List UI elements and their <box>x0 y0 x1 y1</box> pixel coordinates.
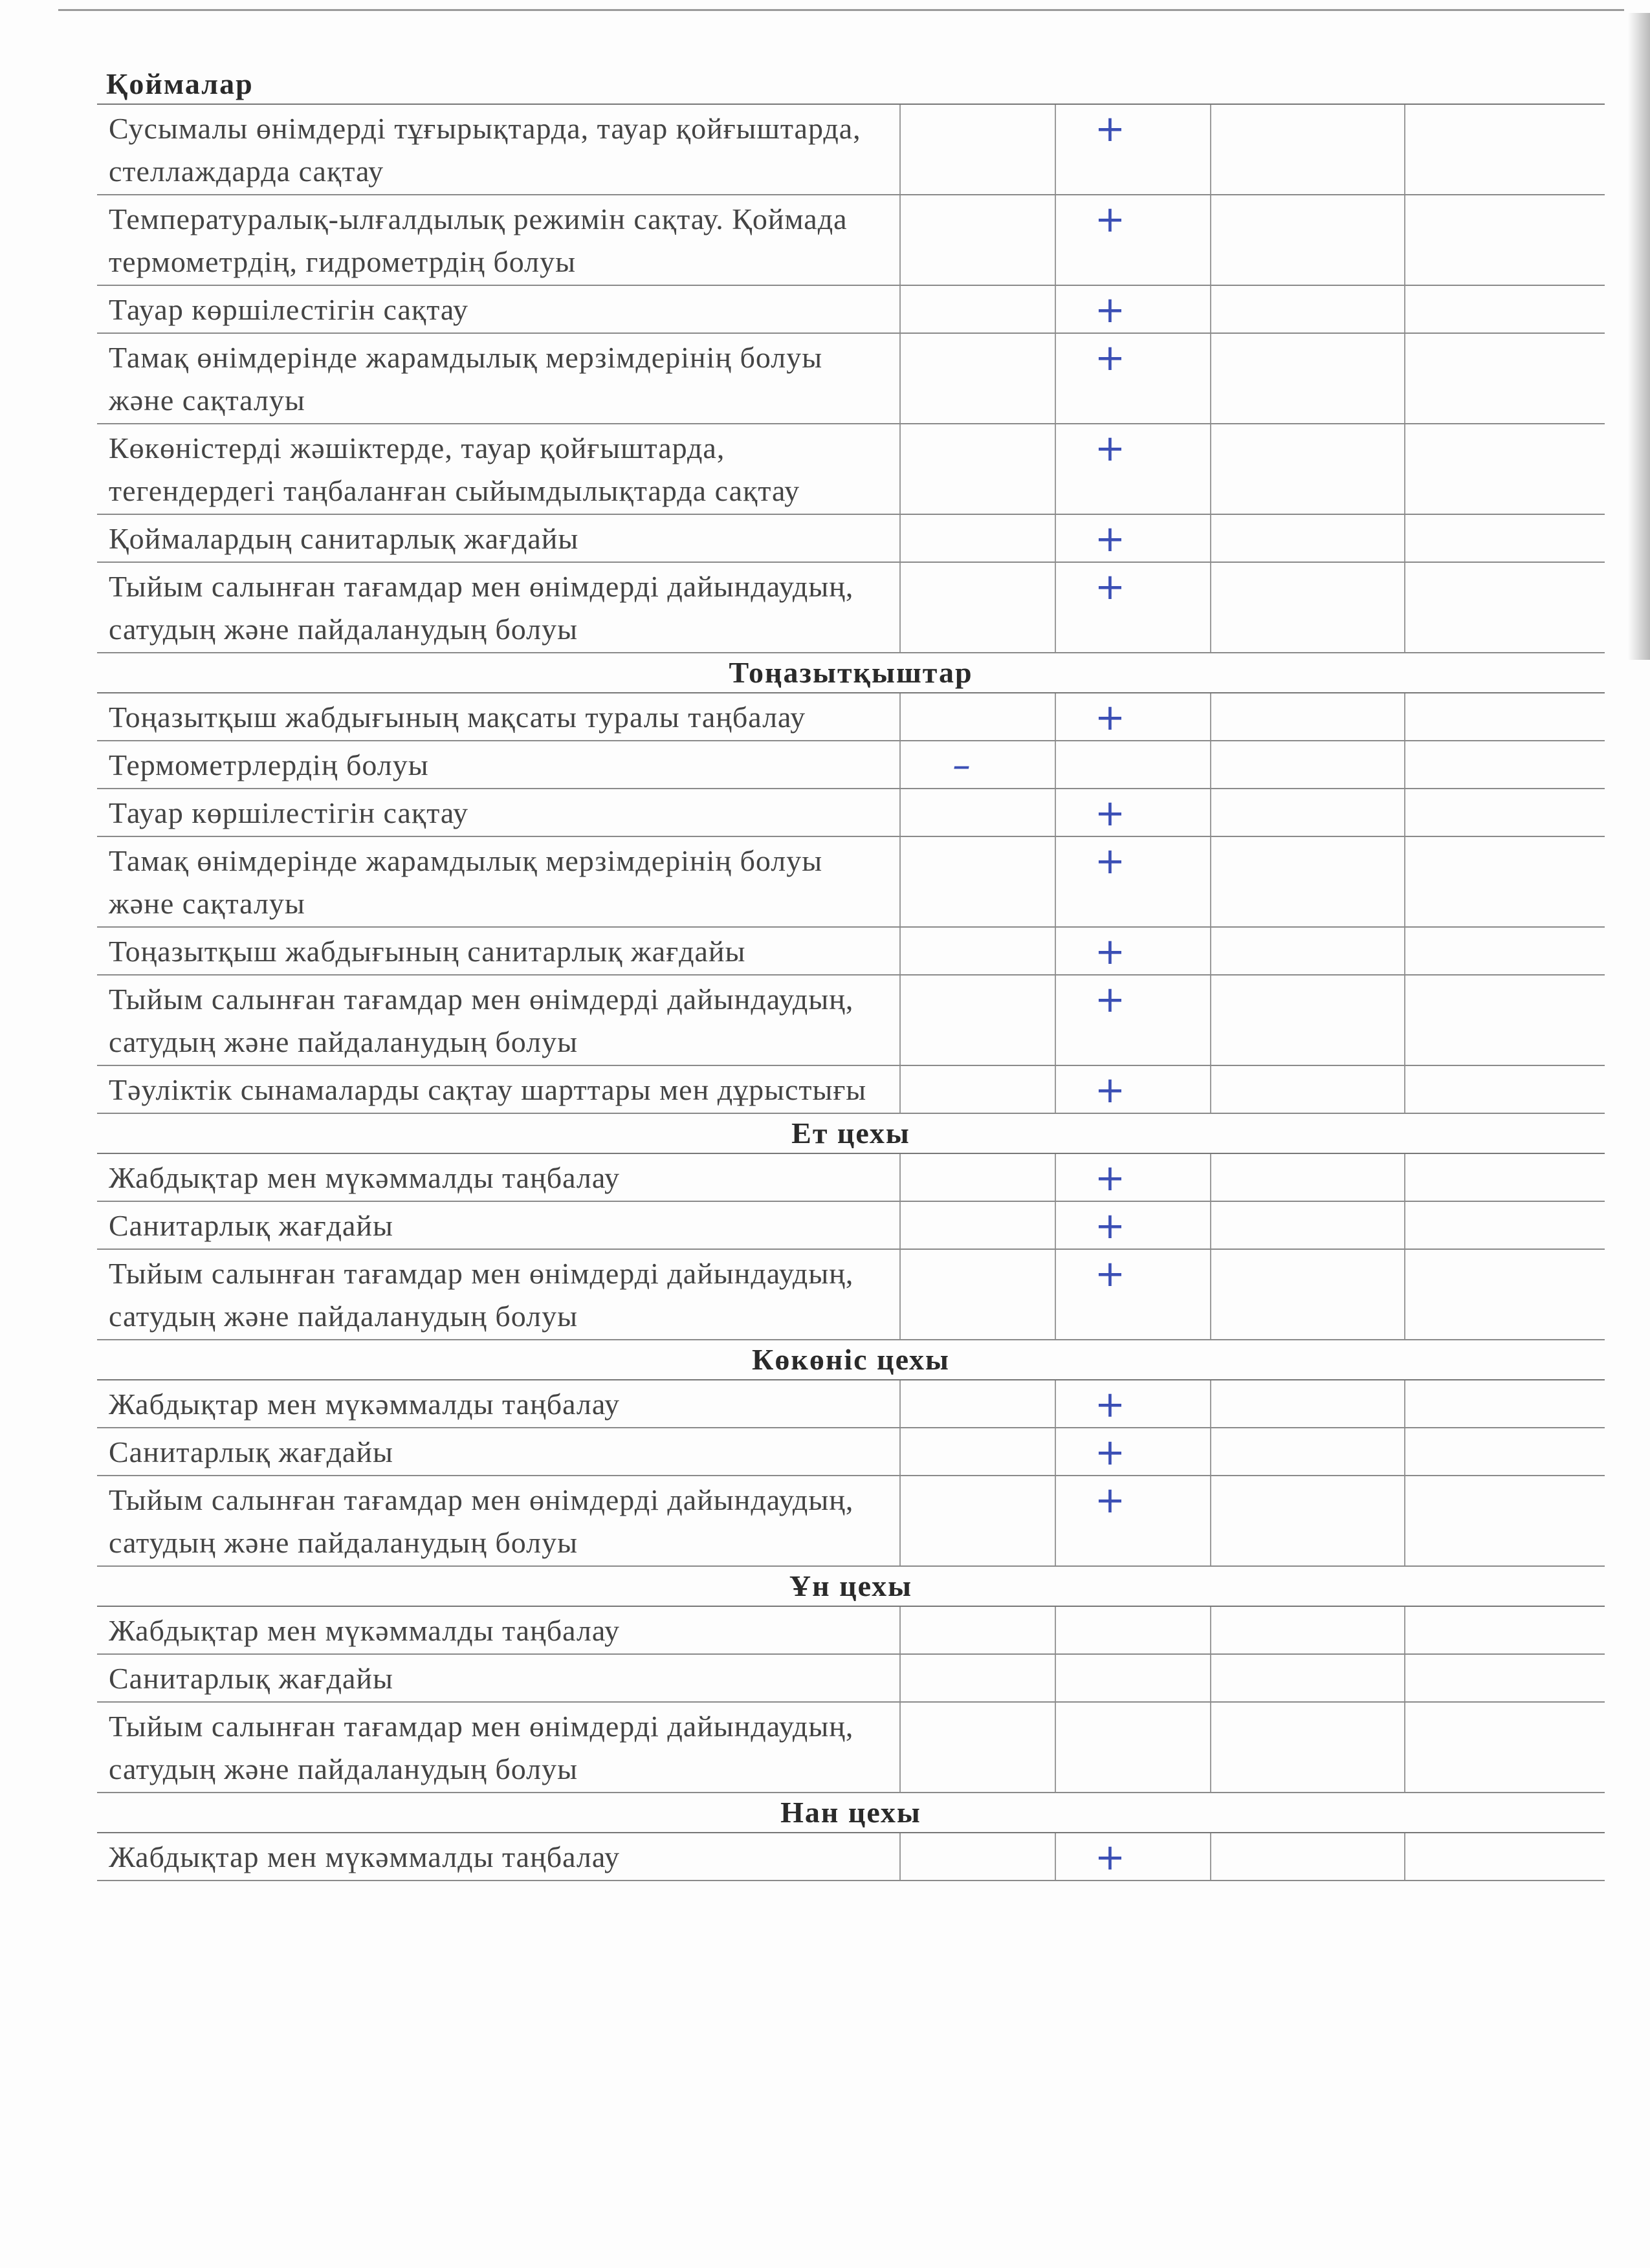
answer-cell-1 <box>899 334 1055 423</box>
requirement-label: Тыйым салынған тағамдар мен өнімдерді дайындаудың, сатудың және пайдаланудың болуы <box>109 1483 854 1559</box>
answer-cell-2 <box>1055 1703 1210 1792</box>
table-row <box>97 515 1605 563</box>
answer-cell-1 <box>899 1380 1055 1427</box>
answer-cell-4 <box>1404 1476 1605 1565</box>
answer-cell-1 <box>899 928 1055 974</box>
requirement-label: Термометрлердің болуы <box>109 748 429 781</box>
answer-cell-2 <box>1055 563 1210 652</box>
section-title: Көкөніс цехы <box>97 1340 1605 1380</box>
answer-cell-4 <box>1404 515 1605 562</box>
answer-cell-4 <box>1404 1607 1605 1653</box>
checklist-section <box>97 1114 1605 1340</box>
answer-cell-1 <box>899 1655 1055 1701</box>
requirement-label: Жабдықтар мен мүкәммалды таңбалау <box>109 1388 620 1421</box>
requirement-label: Жабдықтар мен мүкәммалды таңбалау <box>109 1840 620 1873</box>
handwritten-plus-mark: + <box>1095 840 1125 882</box>
answer-cell-2 <box>1055 741 1210 788</box>
answer-cell-2 <box>1055 1202 1210 1248</box>
answer-cell-4 <box>1404 1655 1605 1701</box>
answer-cell-4 <box>1404 563 1605 652</box>
handwritten-plus-mark: + <box>1095 428 1125 470</box>
table-row <box>97 1250 1605 1340</box>
answer-cell-4 <box>1404 1703 1605 1792</box>
checklist-section <box>97 1567 1605 1793</box>
requirement-label: Тәуліктік сынамаларды сақтау шарттары мен дұрыстығы <box>109 1073 867 1106</box>
requirement-label: Жабдықтар мен мүкәммалды таңбалау <box>109 1161 620 1194</box>
answer-cell-1 <box>899 1202 1055 1248</box>
requirement-label: Тоңазытқыш жабдығының мақсаты туралы таңбалау <box>109 701 806 734</box>
answer-cell-3 <box>1210 1154 1404 1201</box>
requirement-label: Тамақ өнімдерінде жарамдылық мерзімдерінің болуы және сақталуы <box>109 341 823 417</box>
answer-cell-3 <box>1210 1380 1404 1427</box>
answer-cell-4 <box>1404 741 1605 788</box>
answer-cell-2 <box>1055 1154 1210 1201</box>
answer-cell-4 <box>1404 1154 1605 1201</box>
table-row <box>97 195 1605 286</box>
answer-cell-3 <box>1210 195 1404 285</box>
table-row <box>97 1202 1605 1250</box>
answer-cell-2 <box>1055 789 1210 836</box>
answer-cell-3 <box>1210 928 1404 974</box>
answer-cell-2 <box>1055 334 1210 423</box>
answer-cell-3 <box>1210 837 1404 926</box>
answer-cell-2 <box>1055 1250 1210 1339</box>
answer-cell-1 <box>899 976 1055 1065</box>
handwritten-plus-mark: + <box>1095 108 1125 150</box>
table-row <box>97 1428 1605 1476</box>
answer-cell-4 <box>1404 1202 1605 1248</box>
answer-cell-2 <box>1055 1380 1210 1427</box>
answer-cell-1 <box>899 1607 1055 1653</box>
handwritten-plus-mark: + <box>1095 1479 1125 1521</box>
answer-cell-3 <box>1210 1250 1404 1339</box>
table-row <box>97 424 1605 515</box>
requirement-label: Жабдықтар мен мүкәммалды таңбалау <box>109 1614 620 1647</box>
table-row <box>97 286 1605 334</box>
table-row <box>97 976 1605 1066</box>
answer-cell-2 <box>1055 1066 1210 1113</box>
answer-cell-4 <box>1404 424 1605 514</box>
answer-cell-1 <box>899 693 1055 740</box>
answer-cell-4 <box>1404 976 1605 1065</box>
checklist-section <box>97 653 1605 1114</box>
answer-cell-3 <box>1210 1428 1404 1475</box>
requirement-label: Тыйым салынған тағамдар мен өнімдерді дайындаудың, сатудың және пайдаланудың болуы <box>109 570 854 646</box>
requirement-label: Тыйым салынған тағамдар мен өнімдерді дайындаудың, сатудың және пайдаланудың болуы <box>109 983 854 1058</box>
answer-cell-4 <box>1404 105 1605 194</box>
answer-cell-3 <box>1210 1655 1404 1701</box>
handwritten-plus-mark: + <box>1095 337 1125 379</box>
answer-cell-1 <box>899 515 1055 562</box>
requirement-label: Тыйым салынған тағамдар мен өнімдерді дайындаудың, сатудың және пайдаланудың болуы <box>109 1710 854 1785</box>
handwritten-plus-mark: + <box>1095 979 1125 1021</box>
checklist-section <box>97 1793 1605 1881</box>
section-title: Тоңазытқыштар <box>97 653 1605 693</box>
section-title: Нан цехы <box>97 1793 1605 1833</box>
table-row <box>97 334 1605 424</box>
requirement-label: Тамақ өнімдерінде жарамдылық мерзімдерінің болуы және сақталуы <box>109 844 823 920</box>
handwritten-plus-mark: + <box>1095 566 1125 608</box>
answer-cell-3 <box>1210 1476 1404 1565</box>
table-row <box>97 1607 1605 1655</box>
answer-cell-2 <box>1055 515 1210 562</box>
handwritten-plus-mark: + <box>1095 518 1125 560</box>
answer-cell-2 <box>1055 286 1210 333</box>
answer-cell-1 <box>899 1154 1055 1201</box>
answer-cell-4 <box>1404 1833 1605 1880</box>
answer-cell-2 <box>1055 1476 1210 1565</box>
table-row <box>97 563 1605 653</box>
handwritten-plus-mark: + <box>1095 697 1125 739</box>
answer-cell-4 <box>1404 1428 1605 1475</box>
answer-cell-2 <box>1055 976 1210 1065</box>
table-row <box>97 1655 1605 1703</box>
answer-cell-4 <box>1404 334 1605 423</box>
section-title: Ұн цехы <box>97 1567 1605 1607</box>
answer-cell-3 <box>1210 334 1404 423</box>
answer-cell-1 <box>899 1428 1055 1475</box>
answer-cell-2 <box>1055 837 1210 926</box>
requirement-label: Тоңазытқыш жабдығының санитарлық жағдайы <box>109 935 746 968</box>
answer-cell-3 <box>1210 693 1404 740</box>
answer-cell-4 <box>1404 693 1605 740</box>
answer-cell-3 <box>1210 286 1404 333</box>
answer-cell-4 <box>1404 286 1605 333</box>
handwritten-plus-mark: + <box>1095 1157 1125 1199</box>
requirement-label: Температуралық-ылғалдылық режимін сақтау. Қоймада термометрдің, гидрометрдің болуы <box>109 202 848 278</box>
answer-cell-4 <box>1404 1066 1605 1113</box>
top-rule <box>58 9 1624 11</box>
answer-cell-1 <box>899 837 1055 926</box>
handwritten-plus-mark: + <box>1095 1205 1125 1247</box>
requirement-label: Тауар көршілестігін сақтау <box>109 796 468 829</box>
answer-cell-2 <box>1055 105 1210 194</box>
handwritten-plus-mark: + <box>1095 1837 1125 1879</box>
answer-cell-1 <box>899 1250 1055 1339</box>
table-row <box>97 1154 1605 1202</box>
table-row <box>97 741 1605 789</box>
handwritten-plus-mark: + <box>1095 1384 1125 1426</box>
answer-cell-3 <box>1210 563 1404 652</box>
answer-cell-1 <box>899 563 1055 652</box>
requirement-label: Тауар көршілестігін сақтау <box>109 293 468 326</box>
answer-cell-2 <box>1055 424 1210 514</box>
table-row <box>97 837 1605 928</box>
answer-cell-3 <box>1210 741 1404 788</box>
table-row <box>97 105 1605 195</box>
answer-cell-3 <box>1210 1066 1404 1113</box>
section-title: Қоймалар <box>97 65 1605 105</box>
handwritten-plus-mark: + <box>1095 289 1125 331</box>
checklist-section <box>97 65 1605 653</box>
requirement-label: Көкөністерді жәшіктерде, тауар қойғыштарда, тегендердегі таңбаланған сыйымдылықтарда сақтау <box>109 431 800 507</box>
handwritten-plus-mark: + <box>1095 1069 1125 1111</box>
answer-cell-1 <box>899 195 1055 285</box>
answer-cell-1 <box>899 1703 1055 1792</box>
answer-cell-1 <box>899 1066 1055 1113</box>
answer-cell-4 <box>1404 1380 1605 1427</box>
table-row <box>97 1833 1605 1881</box>
answer-cell-3 <box>1210 1703 1404 1792</box>
answer-cell-3 <box>1210 1833 1404 1880</box>
answer-cell-3 <box>1210 105 1404 194</box>
requirement-label: Санитарлық жағдайы <box>109 1662 393 1695</box>
answer-cell-4 <box>1404 789 1605 836</box>
answer-cell-2 <box>1055 1607 1210 1653</box>
answer-cell-4 <box>1404 1250 1605 1339</box>
table-row <box>97 1703 1605 1793</box>
requirement-label: Тыйым салынған тағамдар мен өнімдерді дайындаудың, сатудың және пайдаланудың болуы <box>109 1257 854 1333</box>
inspection-checklist-table <box>97 65 1605 1881</box>
answer-cell-3 <box>1210 789 1404 836</box>
answer-cell-1 <box>899 1833 1055 1880</box>
scan-shadow-edge <box>1628 13 1650 660</box>
answer-cell-1 <box>899 789 1055 836</box>
handwritten-dash-mark: – <box>952 745 971 787</box>
table-row <box>97 1380 1605 1428</box>
answer-cell-1 <box>899 424 1055 514</box>
answer-cell-3 <box>1210 424 1404 514</box>
section-title: Ет цехы <box>97 1114 1605 1154</box>
answer-cell-2 <box>1055 1655 1210 1701</box>
answer-cell-2 <box>1055 1428 1210 1475</box>
answer-cell-3 <box>1210 1202 1404 1248</box>
answer-cell-3 <box>1210 976 1404 1065</box>
table-row <box>97 789 1605 837</box>
table-row <box>97 1476 1605 1567</box>
checklist-section <box>97 1340 1605 1567</box>
answer-cell-2 <box>1055 195 1210 285</box>
answer-cell-1 <box>899 105 1055 194</box>
answer-cell-2 <box>1055 1833 1210 1880</box>
answer-cell-4 <box>1404 928 1605 974</box>
answer-cell-1 <box>899 741 1055 788</box>
table-row <box>97 693 1605 741</box>
handwritten-plus-mark: + <box>1095 792 1125 834</box>
answer-cell-2 <box>1055 693 1210 740</box>
answer-cell-3 <box>1210 515 1404 562</box>
requirement-label: Санитарлық жағдайы <box>109 1209 393 1242</box>
requirement-label: Санитарлық жағдайы <box>109 1435 393 1468</box>
answer-cell-2 <box>1055 928 1210 974</box>
handwritten-plus-mark: + <box>1095 199 1125 241</box>
handwritten-plus-mark: + <box>1095 1253 1125 1295</box>
handwritten-plus-mark: + <box>1095 931 1125 973</box>
requirement-label: Қоймалардың санитарлық жағдайы <box>109 522 579 555</box>
answer-cell-4 <box>1404 195 1605 285</box>
answer-cell-1 <box>899 286 1055 333</box>
handwritten-plus-mark: + <box>1095 1432 1125 1474</box>
answer-cell-4 <box>1404 837 1605 926</box>
table-row <box>97 1066 1605 1114</box>
table-row <box>97 928 1605 976</box>
answer-cell-3 <box>1210 1607 1404 1653</box>
requirement-label: Сусымалы өнімдерді тұғырықтарда, тауар қойғыштарда, стеллаждарда сақтау <box>109 112 861 188</box>
answer-cell-1 <box>899 1476 1055 1565</box>
